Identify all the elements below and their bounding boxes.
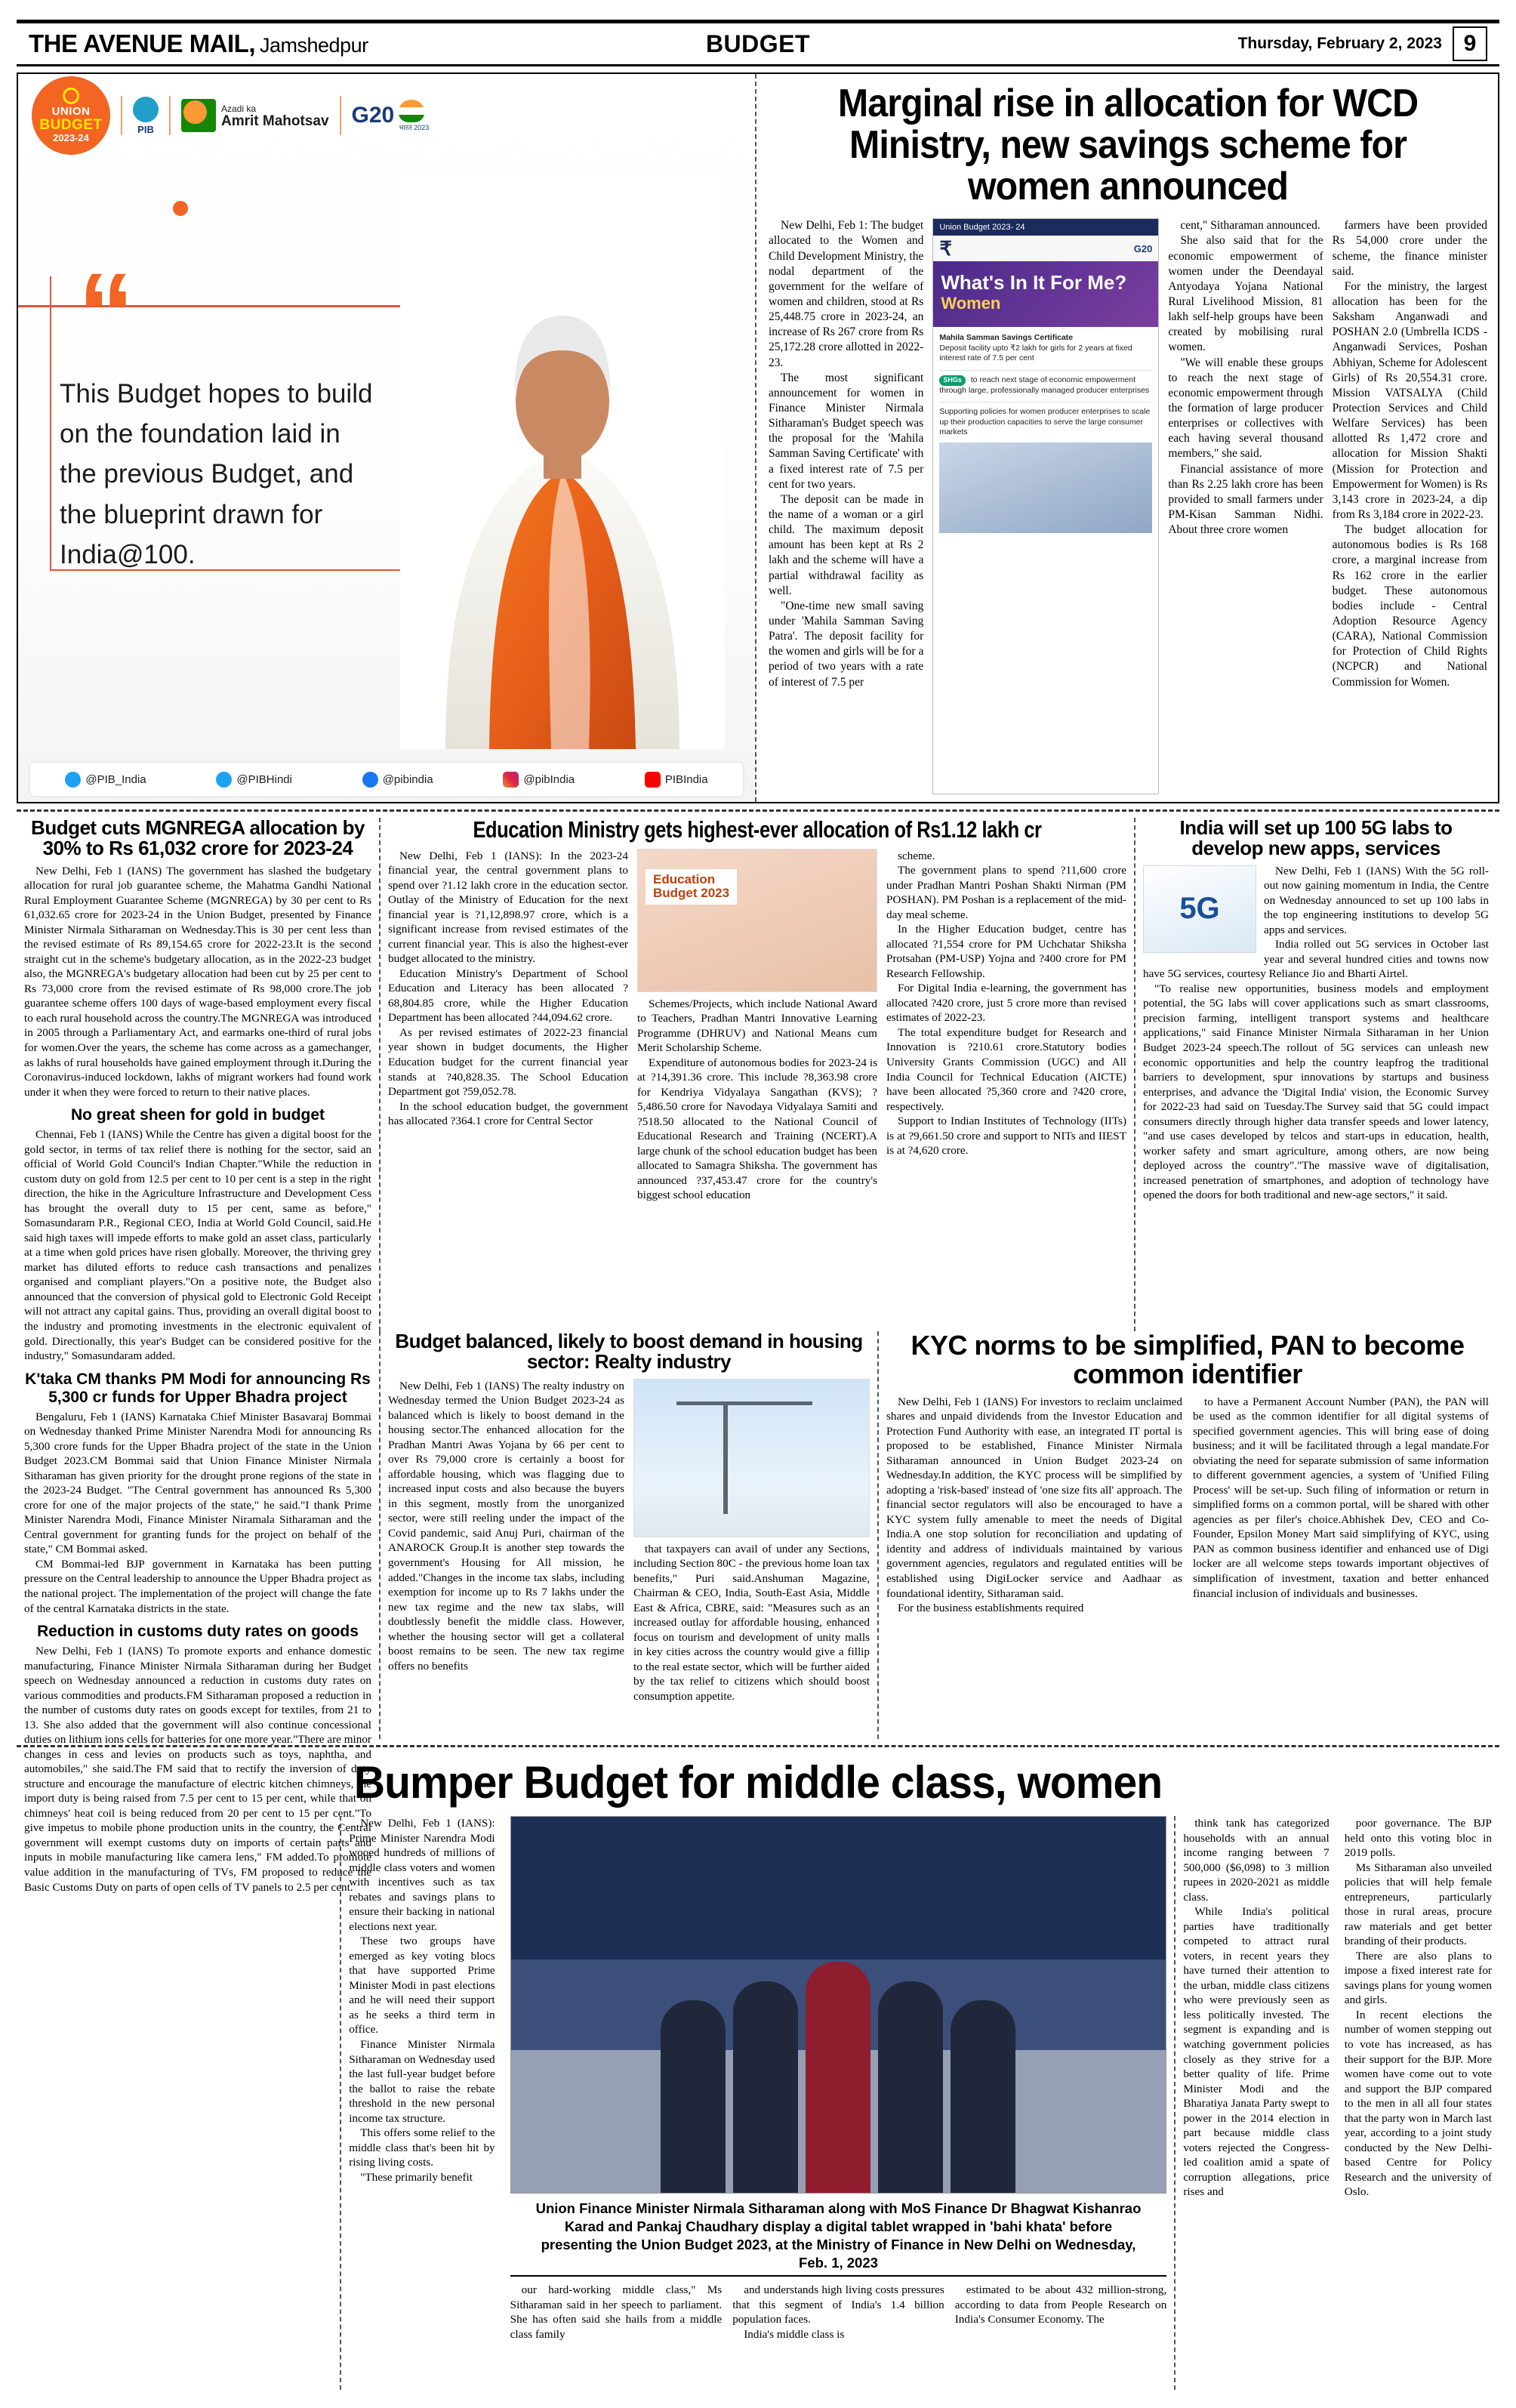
pib-logo: [133, 97, 159, 135]
bumper-col-5: [1174, 1816, 1336, 2390]
infobox-sec1-title: Mahila Samman Savings Certificate: [939, 332, 1074, 342]
bumper-c1-p3: Finance Minister Nirmala Sitharaman on Wednesday used the last full-year budget before the ballot to raise the rebate threshold in the new personal income tax structure.: [349, 2037, 495, 2125]
construction-crane-photo: [633, 1379, 870, 1537]
social-item[interactable]: [65, 772, 146, 788]
decorative-dot: [173, 201, 188, 216]
customs-p1: New Delhi, Feb 1 (IANS) To promote exports and enhance domestic manufacturing, Finance Minister Nirmala Sitharaman during her Budget speech on Wednesday announced a reduction in customs duty rates on various commodities and products.FM Sitharaman proposed a reduction in the number of customs duty rates on goods except for textiles, from 21 to 13. She also added that the government will also continue concessional duties on lithium ions cells for batteries for one more year."There are minor changes in cess and levies on products such as toys, naphtha, and automobiles," she said.The FM said that to rectify the inversion of duty structure and encourage the manufacture of electric kitchen chimneys, the import duty is being raised from 7.5 per cent to 15 per cent, while that on chimneys' heat coil is being reduced from 20 per cent to 15 per cent."To give impetus to mobile phone production units in the country, the Central government will exempt customs duty on imports of certain parts and inputs in mobile manufacturing like camera lens," FM added.To promote value addition in the manufacturing of TVs, FM proposed to reduce the Basic Customs Duty on parts of open cells of TV panels to 2.5 per cent.: [24, 1645, 371, 1894]
bumper-c6-p4: In recent elections the number of women stepping out to vote has increased, as has their support for the BJP. More women have come out to vote and support the BJP compared to the men in all all four states that the party won in March last year, according to a joint study conducted by the New Delhi-based Centre for Policy Research and the university of Oslo.: [1344, 2008, 1492, 2199]
figure-center-minister: [806, 1962, 870, 2193]
lotus-icon: [399, 100, 424, 122]
azadi-mark-icon: [181, 99, 216, 132]
infobox-body: [933, 327, 1158, 539]
infobox-header: [933, 219, 1158, 236]
education-article: [379, 818, 1134, 1331]
pib-circle-icon: [133, 97, 159, 122]
g20-logo: [352, 100, 430, 132]
bumper-c6-p1: poor governance. The BJP held onto this voting bloc in 2019 polls.: [1344, 1817, 1492, 1860]
wcd-c3-p1: farmers have been provided Rs 54,000 crore under the scheme, the finance minister said.: [1332, 219, 1487, 278]
finance-minister-photo: [400, 175, 725, 749]
figure-right: [878, 1981, 943, 2193]
bumper-c4-p1: estimated to be about 432 million-strong, according to data from People Research on India's Consumer Economy. The: [954, 2283, 1167, 2326]
bumper-left-spacer: [17, 1816, 340, 2390]
mid-band-bottom: [17, 1331, 1499, 1739]
wcd-p4: "One-time new small saving under 'Mahila Samman Saving Patra'. The deposit facility for the women and girls will be for a period of two years with a rate of interest of 7.5 per: [769, 599, 924, 689]
g20-mini-label: G20: [1133, 242, 1153, 254]
housing-col-2: [633, 1379, 870, 1704]
facebook-icon: [362, 772, 378, 788]
fiveg-p1: New Delhi, Feb 1 (IANS) With the 5G roll-out now gaining momentum in India, the Centre on Wednesday announced to set up 100 labs in the top engineering institutions to develop 5G apps and services.: [1264, 864, 1489, 936]
twitter-icon: [65, 772, 81, 788]
quote-text: This Budget hopes to build on the foundation laid in the previous Budget, and the blueprint drawn for India@100.: [60, 379, 373, 569]
kyc-article: [877, 1331, 1496, 1739]
paper-city: Jamshedpur: [260, 34, 368, 57]
customs-headline: Reduction in customs duty rates on goods: [37, 1623, 359, 1641]
bumper-c1-p4: This offers some relief to the middle class that's been hit by rising living costs.: [349, 2126, 495, 2169]
edu-c1-p4: In the school education budget, the government has allocated ?364.1 crore for Central Sector: [388, 1099, 628, 1128]
social-handle: @PIB_India: [85, 772, 146, 786]
education-col-2: [637, 849, 877, 1203]
badge-ring-icon: [63, 88, 79, 104]
logo-divider-3: [340, 96, 341, 135]
mgnrega-p1: New Delhi, Feb 1 (IANS) The government has slashed the budgetary allocation for rural job guarantee scheme, the Mahatma Gandhi National Rural Employment Guarantee Scheme (MGNREGA) by 30 per cent to Rs 61,032.65 crore for 2023-24 in the Union Budget, presented by Finance Minister Nirmala Sitharaman on Wednesday.This is 30 per cent less than the revised estimate of Rs 89,154.65 crore for 2022-23.It is the second straight cut in the scheme's budgetary allocation, as in the 2022-23 budget also, the MGNREGA's budgetary allocation had been cut by 25 per cent to Rs 73,000 crore from the revised estimate of Rs 98,000 crore.The job guarantee scheme offers 100 days of wage-based employment every fiscal to each rural household across the country.The MGNREGA was introduced in 2005 through a Parliamentary Act, and earmarks one-third of rural jobs for women.Over the years, the scheme has come across as a gamechanger, as lakhs of rural households have gained employment through it.During the Coronavirus-induced lockdown, lakhs of migrant workers had found work under it when they were forced to return to their native places.: [24, 864, 371, 1099]
badge-line3: 2023-24: [53, 132, 89, 144]
photo-caption: Union Finance Minister Nirmala Sitharaman along with MoS Finance Dr Bhagwat Kishanrao Karad and Pankaj Chaudhary display a digital tablet wrapped in 'bahi khata' before presenting the Union Budget 2023, at the Ministry of Finance in New Delhi on Wednesday, Feb. 1, 2023: [510, 2194, 1167, 2277]
education-col-3: [886, 849, 1126, 1203]
ktaka-p1: Bengaluru, Feb 1 (IANS) Karnataka Chief Minister Basavaraj Bommai on Wednesday thanked Prime Minister Narendra Modi for announcing Rs 5,300 crore funds for the Upper Bhadra project of the state in the Union Budget 2023.CM Bommai said that Union Finance Minister Nirmala Sitharaman has given priority for the drought prone regions of the state in the 2023-24 Budget. "The Central government has announced Rs 5,300 crore for one of the major projects of the state," he said."I thank Prime Minister Narendra Modi, Finance Minister Niramala Sitharaman and the Central government for granting funds for the project on behalf of the state," CM Bommai asked.: [24, 1410, 371, 1556]
bumper-col-2: [510, 2283, 723, 2342]
wcd-c3-p2: For the ministry, the largest allocation has been for the Saksham Anganwadi and POSHAN 2.0 (Umbrella ICDS - Anganwadi Services, Poshan Abhiyan, Scheme for Adolescent Girls) of Rs 20,554.31 crore. Mission VATSALYA (Child Protection Services and Child Welfare Services) has been allotted Rs 1,472 crore and allocation for Mission Shakti (Mission for Protection and Empowerment for Women) is Rs 3,143 crore in 2023-24, a dip from Rs 3,184 crore in 2022-23.: [1332, 279, 1487, 521]
social-item[interactable]: [645, 772, 708, 788]
bumper-headline: Bumper Budget for middle class, women: [353, 1757, 1163, 1808]
wcd-column-1: [769, 218, 923, 794]
logo-divider-2: [169, 96, 171, 135]
g20-label: G20: [351, 103, 395, 128]
badge-line1: UNION: [51, 105, 91, 119]
fiveg-headline: India will set up 100 5G labs to develop new apps, services: [1179, 816, 1453, 860]
infobox-sec2-text: to reach next stage of economic empowerment through large, professionally managed producer enterprises: [939, 375, 1150, 395]
social-handle: @pibIndia: [523, 772, 575, 786]
bumper-c2-p1: our hard-working middle class," Ms Sitharaman said in her speech to parliament. She has often said she hails from a middle class family: [510, 2283, 723, 2341]
logo-divider: [121, 96, 122, 135]
edu-c3-p6: Support to Indian Institutes of Technology (IITs) is at ?9,661.50 crore and support to NITs and IIEST is at ?4,620 crore.: [886, 1115, 1126, 1158]
kyc-col-2: [1193, 1395, 1489, 1616]
wcd-article: [756, 74, 1498, 802]
social-item[interactable]: [362, 772, 433, 788]
education-col-1: [388, 849, 628, 1203]
edu-c1-p3: As per revised estimates of 2022-23 financial year shown in budget documents, the Higher Education budget for the current financial year stands at ?40,828.35. The School Education Department got ?59,052.78.: [388, 1025, 628, 1099]
social-handle: @PIBHindi: [236, 772, 292, 786]
wcd-p3: The deposit can be made in the name of a woman or a girl child. The maximum deposit amount has been kept at Rs 2 lakh and the scheme will have a partial withdrawal facility as well.: [769, 492, 924, 597]
twitter-icon: [216, 772, 232, 788]
issue-date: Thursday, February 2, 2023: [1237, 35, 1442, 52]
wcd-p2: The most significant announcement for women in Finance Minister Nirmala Sitharaman's Budget speech was the proposal for the 'Mahila Samman Saving Certificate' with a fixed interest rate of 7.5 per cent for two years.: [769, 371, 924, 491]
edu-c3-p4: For Digital India e-learning, the government has allocated ?420 crore, just 5 crore more than revised estimates of 2022-23.: [886, 982, 1126, 1025]
wcd-c3-p3: The budget allocation for autonomous bodies is Rs 168 crore, a marginal increase from Rs 162 crore in the earlier budget. These autonomous bodies include - Central Adoption Resource Agency (CARA), National Commission for Protection of Child Rights (NCPCR) and National Commission for Women.: [1332, 523, 1487, 689]
social-item[interactable]: [503, 772, 575, 788]
masthead: [17, 20, 1499, 66]
instagram-icon: [503, 772, 519, 788]
kyc-col-1: [886, 1395, 1182, 1616]
education-headline: Education Ministry gets highest-ever allocation of Rs1.12 lakh cr: [473, 816, 1042, 843]
bumper-col-4: [955, 2283, 1167, 2342]
infobox-photo: [939, 442, 1152, 533]
union-budget-badge: [32, 76, 110, 155]
kyc-headline: KYC norms to be simplified, PAN to become common identifier: [911, 1330, 1465, 1389]
bumper-col-1: [340, 1816, 502, 2390]
kyc-c1-p1: New Delhi, Feb 1 (IANS) For investors to reclaim unclaimed shares and unpaid dividends from the Investor Education and Protection Fund Authority with ease, an integrated IT portal is proposed to be established, Finance Minister Nirmala Sitharaman announced in Union Budget 2023-24 on Wednesday.In addition, the KYC process will be simplified by adopting a 'risk-based' instead of 'one size fits all' approach. The financial sector regulators will also be encouraged to have a KYC system fully amenable to meet the needs of Digital India.A one stop solution for reconciliation and updating of identity and address of individuals maintained by various government agencies, regulators and regulated entities will be established using DigiLocker service and Aadhaar as foundational identity, Sitharaman said.: [886, 1395, 1182, 1600]
shg-chip: SHGs: [939, 375, 966, 386]
edu-c1-p2: Education Ministry's Department of School Education and Literacy has been allocated ?68,804.85 crore, while the Higher Education Department has been allocated ?44,094.62 crore.: [388, 967, 628, 1025]
fiveg-body: [1143, 864, 1489, 1203]
azadi-line1: Azadi ka: [221, 103, 257, 114]
azadi-line2: Amrit Mahotsav: [221, 113, 329, 129]
ktaka-headline: K'taka CM thanks PM Modi for announcing Rs 5,300 cr funds for Upper Bhadra project: [25, 1370, 371, 1406]
paper-name: THE AVENUE MAIL,: [29, 29, 256, 57]
edu-c2-p1: Schemes/Projects, which include National Award to Teachers, Pradhan Mantri Innovative Learning Programme (DHRUV) and National Means cum Merit Scholarship Scheme.: [637, 997, 877, 1055]
bumper-c6-p2: Ms Sitharaman also unveiled policies that will help female entrepreneurs, particularly those in rural areas, procure raw materials and get better branding of their products.: [1344, 1861, 1492, 1948]
bumper-col-3: [732, 2283, 944, 2342]
wcd-column-3: [1333, 218, 1487, 794]
gold-headline: No great sheen for gold in budget: [71, 1106, 325, 1124]
section-title: BUDGET: [705, 29, 811, 57]
edu-c3-p3: In the Higher Education budget, centre has allocated ?1,554 crore for PM Uchchatar Shiksha Protsahan (PM-USP) Yojna and ?400 crore for PM Research Fellowship.: [886, 923, 1126, 980]
social-handles-bar: [30, 763, 743, 796]
page-number: 9: [1453, 26, 1487, 61]
fiveg-badge-image: 5G: [1143, 865, 1256, 953]
figure-left-2: [733, 1981, 798, 2193]
infobox-tag: Union Budget 2023- 24: [939, 223, 1025, 233]
masthead-right: [1238, 26, 1487, 61]
infobox-band: [933, 236, 1158, 261]
figure-right-2: [951, 2000, 1015, 2193]
housing-col-1: [388, 1379, 624, 1704]
kyc-c2-p1: to have a Permanent Account Number (PAN), the PAN will be used as the common identifier for all digital systems of specified government agencies. This will bring ease of doing business; and it will be facilitated through a legal mandate.For obviating the need for separate submission of same information to different government agencies, a system of 'Unified Filing Process' will be set-up. Such filing of information or return in simplified forms on a common portal, will be shared with other agencies as per filer's choice.Abhishek Dev, CEO and Co-Founder, Epsilon Money Mart said simplifying of KYC, using PAN as common business identifier and enhanced use of Digi locker are all welcome steps towards important objectives of simplification of investment, taxation and better enhanced financial inclusion of individuals and businesses.: [1193, 1395, 1489, 1600]
edu-c3-p2: The government plans to spend ?11,600 crore under Pradhan Mantri Poshan Shakti Nirman (PM POSHAN). PM Poshan is a replacement of the mid-day meal scheme.: [886, 864, 1126, 921]
wcd-c2-p4: Financial assistance of more than Rs 2.25 lakh crore has been provided to small farmers under PM-Kisan Samman Nidhi. About three crore women: [1168, 462, 1323, 537]
pib-label: PIB: [137, 123, 154, 135]
g20-sub: भारत 2023: [399, 123, 430, 131]
fiveg-p2: India rolled out 5G services in October last year and several hundred cities and towns now have 5G services, courtesy Reliance Jio and Bharti Airtel.: [1143, 938, 1489, 981]
bumper-c1-p2: These two groups have emerged as key voting blocs that have supported Prime Minister Modi in past elections and he will need their support as he seeks a third term in office.: [349, 1935, 495, 2036]
social-item[interactable]: [216, 772, 292, 788]
infobox-heading2: Women: [941, 293, 1001, 313]
edu-c1-p1: New Delhi, Feb 1 (IANS): In the 2023-24 financial year, the central government plans to spend over ?1.12 lakh crore in the education sector. Outlay of the Ministry of Education for the next financial year is ?1,12,898.97 crore, which is a significant increase from revised estimates of the current financial year. This is also the highest-ever budget allocated to the ministry.: [388, 849, 628, 966]
bumper-photo-block: [503, 1816, 1175, 2390]
bumper-col-6: [1337, 1816, 1499, 2390]
bumper-c3-p2: India's middle class is: [744, 2327, 845, 2341]
whats-in-it-for-me-infographic: [932, 218, 1159, 794]
figure-left: [661, 2000, 726, 2193]
infobox-heading1: What's In It For Me?: [941, 271, 1127, 294]
wcd-column-2: [1168, 218, 1323, 794]
badge-line2: BUDGET: [39, 117, 103, 134]
social-handle: @pibindia: [382, 772, 433, 786]
column-left: [17, 816, 379, 1894]
budget-promo-panel: [18, 74, 756, 802]
fiveg-article: [1134, 818, 1496, 1331]
edu-c2-p2: Expenditure of autonomous bodies for 2023-24 is at ?14,391.36 crore. This include ?8,363.98 crore for Kendriya Vidyalaya Sangathan (KVS); ?5,486.50 crore for Navodaya Vidyalaya Samiti and ?518.50 allocated to the National Council of Educational Research and Training (NCERT).A large chunk of the school education budget has been allocated to Samagra Shiksha. The government has announced ?37,453.47 crore for the country's biggest school education: [637, 1056, 877, 1202]
infobox-sec3: [939, 402, 1152, 438]
wcd-c2-p2: She also said that for the economic empowerment of women under the Deendayal Antyodaya Yojana National Rural Livelihood Mission, 81 lakh self-help groups have been created by mobilising rural women.: [1168, 234, 1323, 354]
bumper-c5-p1: think tank has categorized households with an annual income ranging between 7 500,000 ($6,098) to 3 million rupees in 2020-2021 as middle class.: [1183, 1817, 1330, 1904]
youtube-icon: [645, 772, 661, 788]
infobox-sec3-text: Supporting policies for women producer enterprises to scale up their production capacities to serve the large consumer markets: [939, 407, 1151, 437]
section-divider: [17, 809, 1499, 812]
quote-mark-icon: “: [78, 249, 130, 376]
bumper-c3-p1: and understands high living costs pressures that this segment of India's 1.4 billion population faces.: [732, 2283, 944, 2326]
logo-row: [18, 74, 755, 146]
mgnrega-body: [24, 864, 371, 1100]
housing-article: [379, 1331, 877, 1739]
ktaka-p2: CM Bommai-led BJP government in Karnataka has been putting pressure on the Central leadership to announce the Upper Bhadra project as the national project. The implementation of the project will change the fate of the central Karnataka districts in the state.: [24, 1557, 371, 1615]
infobox-sec1-text: Deposit facility upto ₹2 lakh for girls for 2 years at fixed interest rate of 7.5 per cent: [939, 343, 1132, 363]
education-thumb-tag: [646, 869, 737, 905]
bumper-article: [17, 1756, 1499, 2390]
rupee-icon: ₹: [939, 236, 952, 260]
edu-c3-p1: scheme.: [898, 849, 935, 862]
wcd-headline: Marginal rise in allocation for WCD Ministry, new savings scheme for women announced: [837, 82, 1419, 209]
bumper-c1-p5: "These primarily benefit: [360, 2170, 473, 2184]
photo-figures: [511, 1952, 1166, 2193]
wcd-c2-p1: cent," Sitharaman announced.: [1180, 219, 1320, 233]
bumper-c5-p2: While India's political parties have traditionally competed to attract rural voters, in recent years they have turned their attention to the urban, middle class citizens who were previously seen as less politically invested. The segment is expanding and is watching government policies closely as they strive for a better quality of life. Prime Minister Modi and the Bharatiya Janata Party swept to power in the 2014 election in part because middle class voters rejected the Congress-led coalition amid a spate of corruption allegations, price rises and: [1183, 1905, 1330, 2199]
edu-c3-p5: The total expenditure budget for Research and Innovation is ?210.61 crore.Statutory bodies University Grants Commission (UGC) and All India Council for Technical Education (AICTE) have been allocated ?5,360 crore and ?420 crore, respectively.: [886, 1025, 1126, 1113]
social-handle: PIBIndia: [664, 772, 708, 786]
thumb-tag-line2: Budget 2023: [653, 886, 730, 901]
housing-p2: that taxpayers can avail of under any Sections, including Section 80C - the previous home loan tax benefits," Puri said.Anshuman Magazine, Chairman & CEO, India, South-East Asia, Middle East & Africa, CBRE, said: "Measures such as an increased outlay for affordable housing, enhanced focus on tourism and development of unity malls in key cities across the country would give a fillip to the real estate sector, which will be further aided by the tax relief to citizens which should boost consumption appetite.: [633, 1542, 870, 1703]
housing-p1: New Delhi, Feb 1 (IANS) The realty industry on Wednesday termed the Union Budget 2023-24 as balanced which is likely to boost demand in the housing sector.The enhanced allocation for the Pradhan Mantri Awas Yojana by 66 per cent to over Rs 79,000 crore is certainly a boost for affordable housing, which was flagging due to increased input costs and also because the buyers in this segment, mostly from the unorganized sector, were still reeling under the impact of the Covid pandemic, said Anuj Puri, chairman of the ANAROCK Group.It is another step towards the government's Housing for All mission, he added."Changes in the income tax slabs, including exemption for income up to Rs 7 lakhs under the new tax regime and the new tax slabs, will doubtlessly benefit the middle class. However, whether the housing sector will get a collateral boost remains to be seen. The new tax regime offers no benefits: [388, 1379, 624, 1673]
budget-quote-card: [60, 249, 384, 575]
wcd-p1: New Delhi, Feb 1: The budget allocated to the Women and Child Development Ministry, the nodal department of the government for the welfare of women and children, stood at Rs 25,448.75 crore in 2023-24, an increase of Rs 267 crore from Rs 25,172.28 crore allotted in 2022-23.: [769, 219, 924, 369]
education-budget-thumbnail: [637, 849, 877, 992]
gold-body: [24, 1127, 371, 1364]
budget-presentation-photo: [510, 1816, 1167, 2194]
bumper-c1-p1: New Delhi, Feb 1 (IANS): Prime Minister Narendra Modi wooed hundreds of millions of middle class voters and women with incentives such as tax rebates and savings plans to ensure their backing in national elections next year.: [349, 1817, 495, 1933]
wcd-c2-p3: "We will enable these groups to reach the next stage of economic empowerment through the formation of large producer enterprises or collectives with each having several thousand members," she said.: [1168, 356, 1323, 461]
column-left-continued: [17, 1331, 379, 1739]
top-feature-block: [17, 72, 1499, 803]
kyc-c1-p2: For the business establishments required: [898, 1602, 1084, 1615]
mgnrega-headline: Budget cuts MGNREGA allocation by 30% to Rs 61,032 crore for 2023-24: [31, 816, 365, 860]
azadi-logo: [181, 99, 329, 132]
infobox-sec2: [939, 370, 1152, 396]
bumper-c6-p3: There are also plans to impose a fixed interest rate for savings plans for young women and girls.: [1344, 1949, 1492, 2007]
infobox-hero: [933, 261, 1158, 327]
gold-p1: Chennai, Feb 1 (IANS) While the Centre has given a digital boost for the gold sector, in terms of tax relief there is nothing for the sector, said an official of World Gold Council's Indian Chapter."While the reduction in custom duty on gold from 12.5 per cent to 10 per cent is a step in the right direction, the hike in the Agriculture Infrastructure and Development Cess has brought the overall duty to 15 per cent, same as before," Somasundaram P.R., Regional CEO, India at World Gold Council, said.He said high taxes will impede efforts to make gold an asset class, particularly at a time when gold prices have risen globally. Moreover, the thriving grey market has diluted efforts to reduce cash transactions and penalizes organised and compliant players."On a positive note, the Budget also announced that the conversion of physical gold to Electronic Gold Receipt will not attract any capital gains. Thus, providing an overall digital boost to the industry and promoting investments in the electronic equivalent of gold. Directionally, this year's Budget can be considered positive for the industry," Somasundaram added.: [24, 1128, 371, 1363]
thumb-tag-line1: Education: [653, 871, 716, 886]
housing-headline: Budget balanced, likely to boost demand in housing sector: Realty industry: [395, 1330, 863, 1374]
fiveg-p3: "To realise new opportunities, business models and employment potential, the 5G labs will cover applications such as smart classrooms, precision farming, intelligent transport systems and healthcare applications," said Finance Minister Nirmala Sitharaman in her Union Budget 2023-24 speech.The rollout of 5G services can unleash new economic opportunities and help the country leapfrog the traditional barriers to development, spur innovations by startups and business enterprises, and advance the 'Digital India' vision, the Economic Survey for 2022-23 had said on Tuesday.The Survey said that 5G could impact consumers directly through higher data transfer speeds and lower latency, "and use cases developed by telcos and start-ups in education, health, worker safety and smart agriculture, among others, are now being deployed across the country"."The massive wave of digitalisation, increased penetration of smartphones, and adoption of technology have opened the doors for both traditional and new-age sectors," it said.: [1143, 982, 1489, 1202]
